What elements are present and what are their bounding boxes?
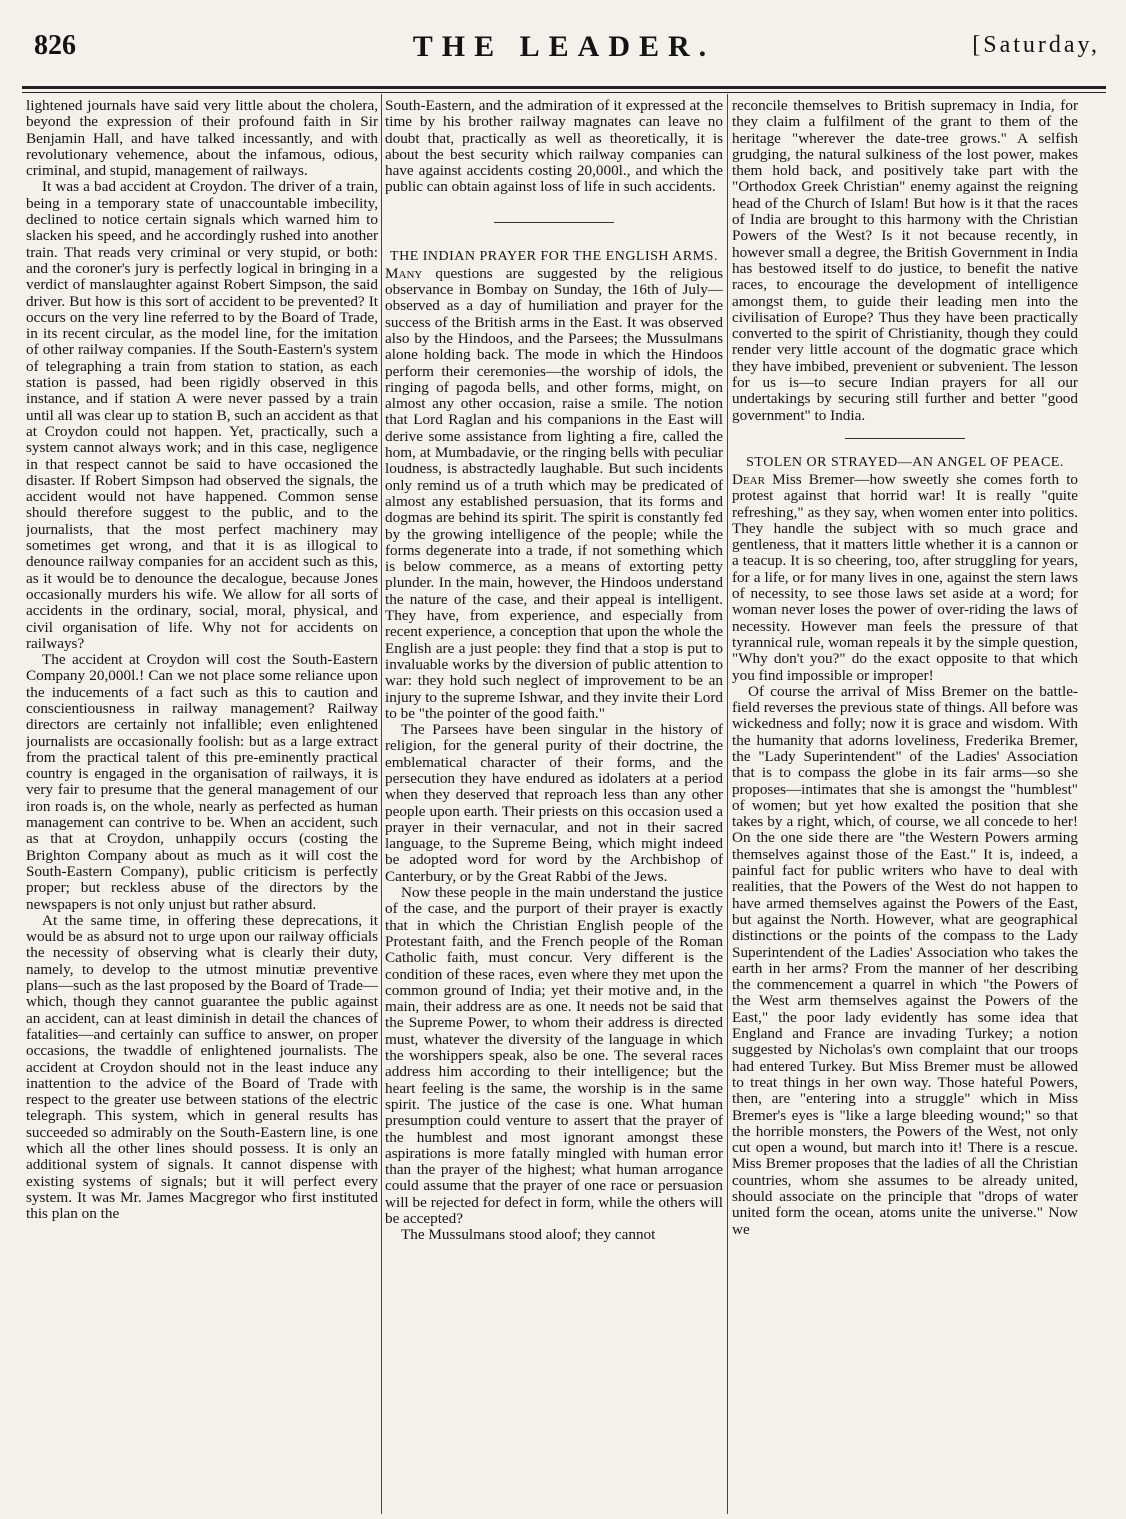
section-separator bbox=[845, 438, 965, 439]
column-2 bbox=[385, 98, 723, 1508]
paragraph bbox=[385, 266, 723, 722]
paragraph: The Parsees have been singular in the history of religion, for the general purity of their doctrine, the emblematical character of their forms, and the persecution they have endured as idolaters at a period when they deserved that reproach less than any other people upon earth. Their priests on this occasion used a prayer in their vernacular, and not in their sacred language, to the Supreme Being, which might indeed be adopted word for word by the Archbishop of Canterbury, or by the Great Rabbi of the Jews. bbox=[385, 721, 723, 885]
lead-word: Many bbox=[385, 264, 423, 282]
paragraph-text: Miss Bremer—how sweetly she comes forth to protest against that horrid war! It is really "quite refreshing," as they say, when women enter into politics. They handle the subject with so much grace and gentleness, that it matters little whether it is a cannon or a teacup. It is so cheering, too, after struggling for years, for a life, or for many lives in one, against the stern laws of necessity, to see those laws set aside at a word; for woman never loses the power of over-riding the laws of necessity. However man feels the pressure of that tyrannical rule, woman repeals it by the simple question, "Why don't you?" do the exact opposite to that which you find impossible or improper! bbox=[732, 470, 1078, 684]
paragraph: At the same time, in offering these deprecations, it would be as absurd not to urge upon our railway officials the necessity of observing what is clearly their duty, namely, to develop to the utmost minutiæ preventive plans—such as the last proposed by the Board of Trade—which, though they cannot guarantee the public against an accident, can at least diminish in detail the chances of fatalities—and certainly can suffice to answer, on proper occasions, the twaddle of enlightened journalists. The accident at Croydon should not in the least induce any inattention to the advice of the Board of Trade with respect to the greater use between stations of the electric telegraph. This system, which in general results has succeeded so admirably on the South-Eastern line, is one which all the other lines should possess. It is only an additional system of signals. It cannot dispense with existing systems of signals; but it will perfect every system. It was Mr. James Macgregor who first instituted this plan on the bbox=[26, 911, 378, 1223]
header-rule-thick bbox=[22, 86, 1106, 89]
masthead: THE LEADER. bbox=[412, 30, 716, 63]
section-separator bbox=[494, 222, 614, 223]
issue-day: [Saturday, bbox=[972, 32, 1100, 58]
paragraph: South-Eastern, and the admiration of it expressed at the time by his brother railway magnates can leave no doubt that, practically as well as theoretically, it is about the best security which railway companies can have against accidents costing 20,000l., and which the public can obtain against loss of life in such accidents. bbox=[385, 98, 723, 196]
paragraph bbox=[732, 472, 1078, 684]
paragraph-text: questions are suggested by the religious observance in Bombay on Sunday, the 16th of July—observed as a day of humiliation and prayer for the success of the British arms in the East. It was observed also by the Hindoos, and the Parsees; the Mussulmans alone holding back. The mode in which the Hindoos perform their ceremonies—the worship of idols, the ringing of pagoda bells, and other forms, might, on almost any other occasion, raise a smile. The notion that Lord Raglan and his companions in the East will derive some assistance from lighting a fire, called the hom, at Mumbadavie, or the ringing bells with peculiar loudness, is abstractedly laughable. But such incidents only remind us of a truth which may be predicated of almost any established persuasion, that its forms and dogmas are behind its spirit. The spirit is constantly fed by the growing intelligence of the people; while the forms degenerate into a trade, if not something which is below commerce, as a means of extorting petty plunder. In the main, however, the Hindoos understand the nature of the case, and their appeal is intelligent. They have, from experience, and especially from recent experience, a conception that upon the whole the English are a just people: they find that a stop is put to invaluable works by the diversion of public attention to war: they hold such neglect of improvement to be an injury to the supreme Ishwar, and they invite their Lord to be "the pointer of the good faith." bbox=[385, 264, 723, 722]
page-number: 826 bbox=[34, 30, 76, 61]
header-rule-thin bbox=[22, 92, 1106, 93]
paragraph: The accident at Croydon will cost the South-Eastern Company 20,000l.! Can we not place some reliance upon the inducements of a fact such as this to caution and conscientiousness in railway management? Railway directors are certainly not infallible; even enlightened journalists are occasionally foolish: but as a large extract from the practical talent of this pre-eminently practical country is engaged in the organisation of railways, it is very fair to presume that the general management of our iron roads is, on the whole, nearly as perfected as human management can contrive to be. When an accident, such as that at Croydon, unhappily occurs (costing the Brighton Company about as much as it will cost the South-Eastern Company), public criticism is perfectly proper; but reckless abuse of the directors by the newspapers is not only unjust but rather absurd. bbox=[26, 651, 378, 913]
page-header bbox=[22, 30, 1106, 80]
paragraph: Now these people in the main understand the justice of the case, and the purport of their prayer is exactly that in which the Christian English people of the Protestant faith, and the French people of the Roman Catholic faith, must concur. Very different is the condition of these races, even where they met upon the common ground of India; yet their motive and, in the main, their address are as one. It needs not be said that the Supreme Power, to whom their address is directed must, whatever the diversity of the language in which the worshippers speak, also be one. The several races address him according to their intelligence; but the heart feeling is the same, the worship is in the same spirit. The justice of the case is one. What human presumption could venture to assert that the prayer of the humblest and most ignorant amongst these aspirations is more fatally mingled with human error than the prayer of the highest; what human arrogance could assume that the prayer of one race or persuasion will be rejected for defect in form, while the others will be accepted? bbox=[385, 884, 723, 1227]
column-divider-2 bbox=[727, 94, 728, 1514]
article-title: STOLEN OR STRAYED—AN ANGEL OF PEACE. bbox=[746, 454, 1064, 470]
paragraph: The Mussulmans stood aloof; they cannot bbox=[401, 1226, 656, 1244]
paragraph: reconcile themselves to British supremacy in India, for they claim a fulfilment of the grant to them of the heritage "wherever the date-tree grows." A selfish grudging, the natural sulkiness of the lost power, makes them hold back, and positively take part with the "Orthodox Greek Christian" enemy against the reigning head of the Church of Islam! But how is it that the races of India are brought to this harmony with the Christian Powers of the West? Is it not because recently, in however small a degree, the British Government in India has bestowed itself to do justice, to benefit the native races, to encourage the development of intelligence amongst them, to guide their leading men into the civilisation of Europe? Thus they have been practically converted to the spirit of Christianity, though they could render very little account of the dogmatic grace which they have imbibed, prevenient or subvenient. The lesson for us is—to secure Indian prayers for all our undertakings by securing still further and better "good government" to India. bbox=[732, 98, 1078, 424]
column-1 bbox=[26, 98, 378, 1508]
column-divider-1 bbox=[381, 94, 382, 1514]
paragraph: Of course the arrival of Miss Bremer on the battle-field reverses the previous state of things. All before was wickedness and folly; now it is grace and wisdom. With the humanity that adorns loveliness, Frederika Bremer, the "Lady Superintendent" of the Ladies' Association that is to compass the globe in its fair arms—so she proposes—intimates that she is amongst the "humblest" of women; but yet how exalted the position that she takes by a right, which, of course, we all concede to her! On the one side there are "the Western Powers arming themselves against those of the East." It is, indeed, a painful fact for public writers who have to deal with realities, that the Powers of the West do not happen to have armed themselves against the Powers of the East, but against the North. However, what are geographical distinctions or the points of the compass to the Lady Superintendent of the Ladies' Association who takes the earth in her arms? From the manner of her describing the commencement a quarrel in which "the Powers of the West arm themselves against the Powers of the East," the poor lady evidently has some idea that England and France are invading Turkey; a notion suggested by Nicholas's own complaint that our troops had entered Turkey. But Miss Bremer must be allowed to treat things in her own way. Those hateful Powers, then, are "entering into a struggle" which in Miss Bremer's eyes is "like a large bleeding wound;" so that the horrible monsters, the Powers of the West, not only cut open a wound, but march into it! There is a rescue. Miss Bremer proposes that the ladies of all the Christian countries, whom she assumes to be already united, should associate on the principle that "drops of water united form the ocean, atoms unite the universe." Now we bbox=[732, 682, 1078, 1238]
paragraph: It was a bad accident at Croydon. The driver of a train, being in a temporary state of unaccountable imbecility, declined to notice certain signals which warned him to slacken his speed, and he accordingly rushed into another train. That reads very criminal or very stupid, or both: and the coroner's jury is perfectly logical in bringing in a verdict of manslaughter against Robert Simpson, the said driver. But how is this sort of accident to be prevented? It occurs on the very line referred to by the Board of Trade, in its recent circular, as the model line, for the imitation of other railway companies. If the South-Eastern's system of telegraphing a train from station to station, as each station is passed, had been rigidly observed in this instance, and if station A were never passed by a train until all was clear up to station B, such an accident as that at Croydon could not happen. Yet, practically, such a system cannot always work; and in this case, negligence in that respect cannot be said to have occasioned the disaster. If Robert Simpson had observed the signals, the accident would not have happened. Common sense should therefore suggest to the public, and to the journalists, that the most perfect machinery may sometimes get wrong, and that it is as illogical to denounce railway companies for an accident such as this, as it would be to denounce the decalogue, because Jones occasionally murders his wife. We allow for all sorts of accidents in the ordinary, social, moral, physical, and civil organisation of life. Why not for accidents on railways? bbox=[26, 178, 378, 652]
paragraph: lightened journals have said very little about the cholera, beyond the expression of their profound faith in Sir Benjamin Hall, and have talked incessantly, and with revolutionary vehemence, about the infamous, odious, criminal, and stupid, management of railways. bbox=[26, 98, 378, 180]
column-3 bbox=[732, 98, 1078, 1508]
lead-word: Dear bbox=[732, 470, 765, 488]
article-title: THE INDIAN PRAYER FOR THE ENGLISH ARMS. bbox=[390, 248, 718, 264]
